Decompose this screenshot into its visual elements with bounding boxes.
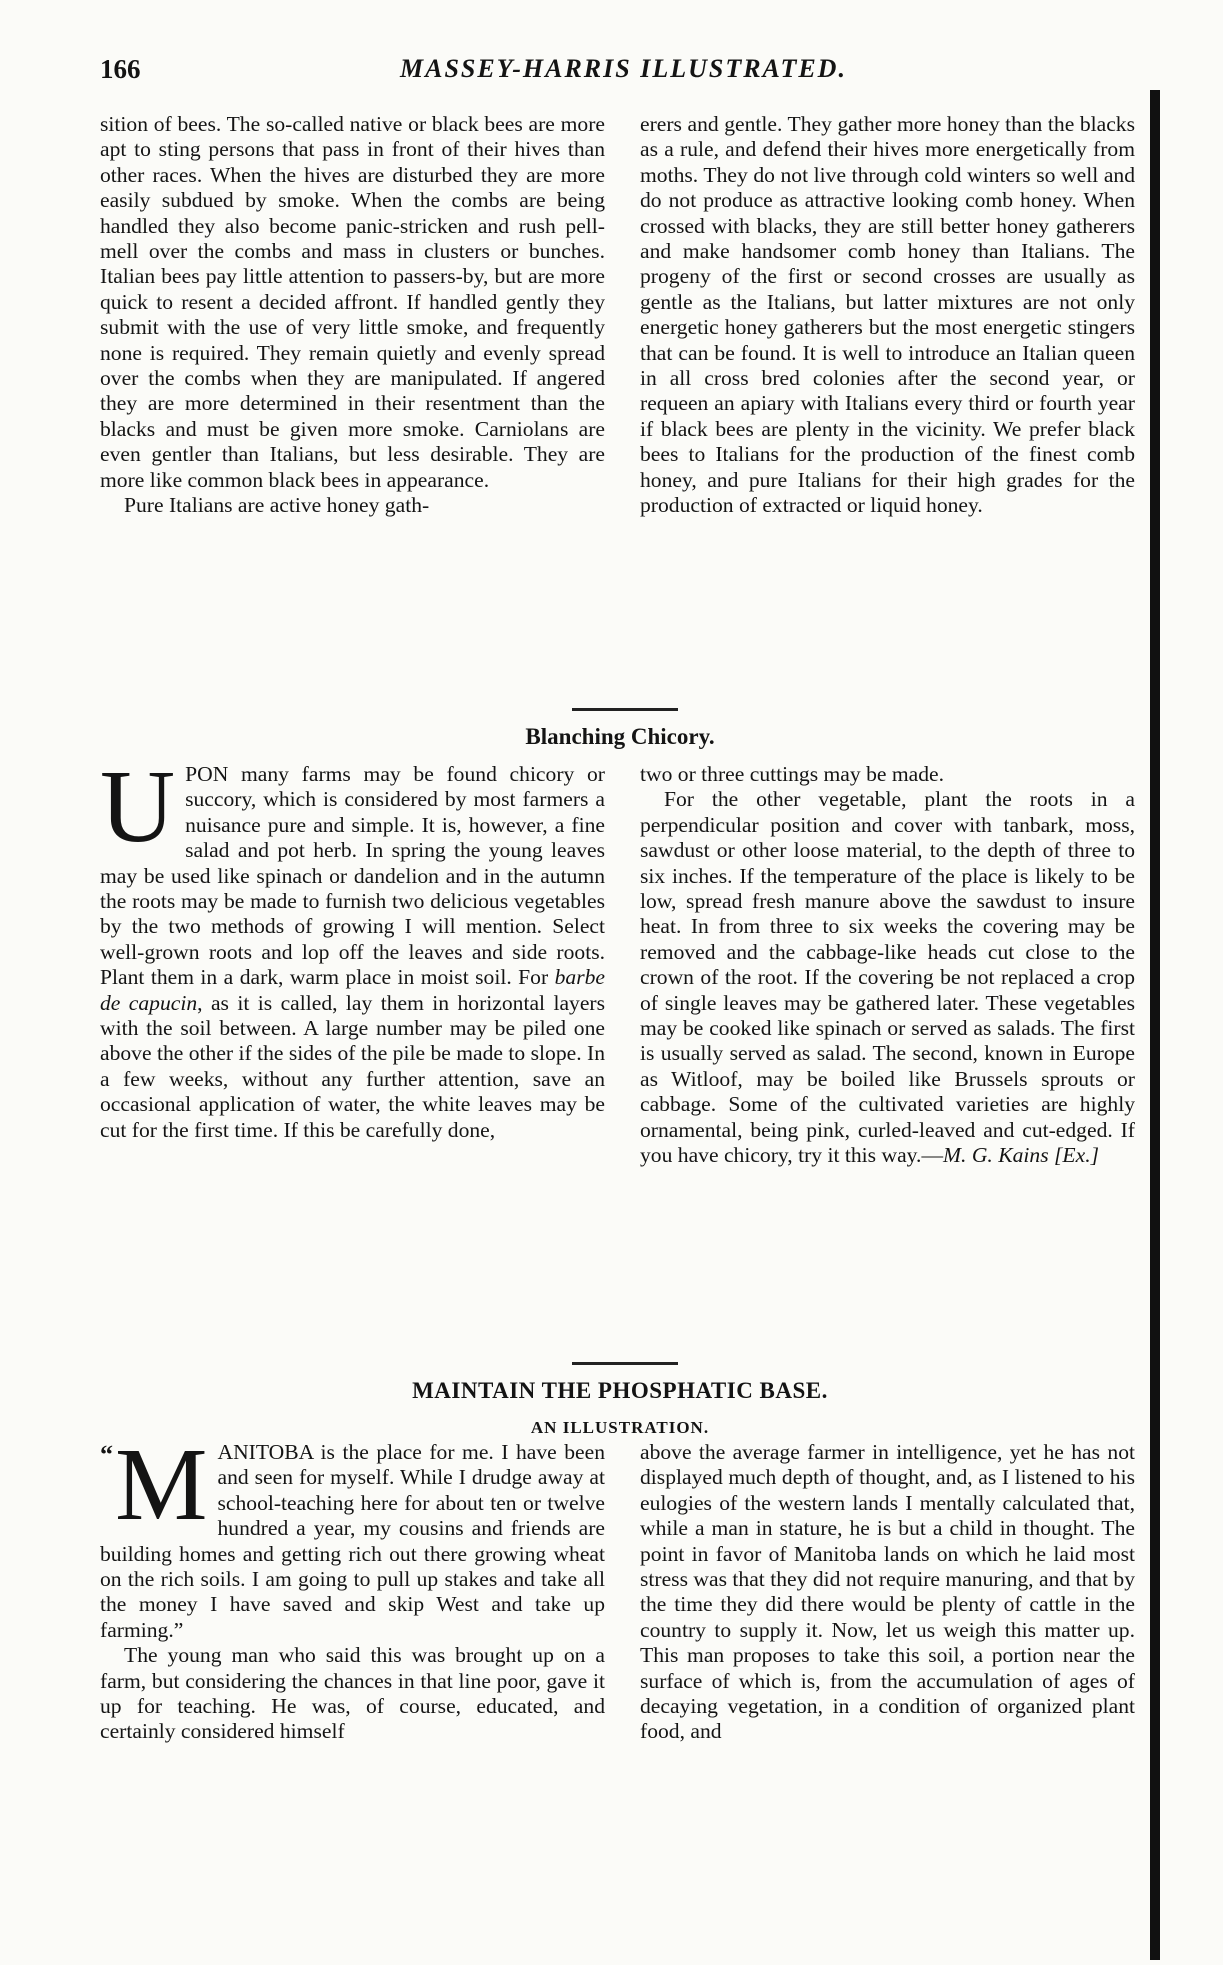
- chicory-text-start: PON many farms may be found chicory or succory, which is considered by most farmers a nuisance pure and simple. It is, however, a fine salad and pot herb. In spring the young leaves may be used like spinach or dandelion and in the autumn the roots may be made to furnish two delicious vegetables by the two methods of growing I will mention. Select well-grown roots and lop off the leaves and side roots. Plant them in a dark, warm place in moist soil. For: [100, 762, 605, 990]
- chicory-right-column: [640, 762, 1135, 1169]
- running-head: MASSEY-HARRIS ILLUSTRATED.: [400, 54, 847, 83]
- chicory-heading: Blanching Chicory.: [525, 724, 715, 749]
- opening-quote: “: [100, 1440, 113, 1469]
- chicory-text-rest: , as it is called, lay them in horizontal layers with the soil between. A large number may be piled one above the other if the sides of the pile be made to slope. In a few weeks, without any further attention, save an occasional application of water, the white leaves may be cut for the first time. If this be carefully done,: [100, 990, 606, 1142]
- chicory-italic-term: barbe de capucin: [100, 965, 605, 1015]
- bees-right-column: [640, 112, 1135, 519]
- chicory-paragraph-2: two or three cuttings may be made.: [640, 762, 945, 786]
- phosphatic-text-1: ANITOBA is the place for me. I have been and seen for myself. While I drudge away at school-teaching here for about ten or twelve hundred a year, my cousins and friends are building homes and getting rich out there growing wheat on the rich soils. I am going to pull up stakes and take all the money I have saved and skip West and take up farming.”: [100, 1440, 605, 1642]
- bees-left-column: [100, 112, 605, 519]
- section-divider-2: [572, 1362, 678, 1365]
- chicory-paragraph-3: [640, 787, 1135, 1168]
- chicory-paragraph-1: [100, 749, 606, 1143]
- page-header: [100, 50, 1140, 90]
- phosphatic-subheading: AN ILLUSTRATION.: [530, 1418, 710, 1437]
- bees-paragraph-1: sition of bees. The so-called native or black bees are more apt to sting persons that pass in front of their hives than other races. When the hives are disturbed they are more easily subdued by smoke. When the combs are being handled they also become panic-stricken and rush pell-mell over the combs and mass in clusters or bunches. Italian bees pay little attention to passers-by, but are more quick to resent a decided affront. If handled gently they submit with the use of very little smoke, and frequently none is required. They remain quietly and evenly spread over the combs when they are manipulated. If angered they are more determined in their resentment than the blacks and must be given more smoke. Carniolans are even gentler than Italians, but less desirable. They are more like common black bees in appearance.: [100, 112, 605, 492]
- phosphatic-heading: MAINTAIN THE PHOSPHATIC BASE.: [412, 1378, 828, 1403]
- section-divider-1: [572, 708, 678, 711]
- chicory-paragraph-3-text: For the other vegetable, plant the roots in a perpendicular position and cover with tanbark, moss, sawdust or other loose material, to the depth of three to six inches. If the temperature of the place is likely to be low, spread fresh manure above the sawdust to insure heat. In from three to six weeks the covering may be removed and the cabbage-like heads cut close to the crown of the root. If the covering be not replaced a crop of single leaves may be gathered later. These vegetables may be cooked like spinach or served as salads. The first is usually served as salad. The second, known in Europe as Witloof, may be boiled like Brussels sprouts or cabbage. Some of the cultivated varieties are highly ornamental, being pink, curled-leaved and cut-edged. If you have chicory, try it this way.—: [640, 787, 1135, 1168]
- bees-paragraph-2: Pure Italians are active honey gath-: [124, 493, 430, 518]
- bees-paragraph-3: erers and gentle. They gather more honey than the blacks as a rule, and defend their hives more energetically from moths. They do not live through cold winters so well and do not produce as attractive looking comb honey. When crossed with blacks, they are still better honey gatherers and make handsomer comb honey than Italians. The progeny of the first or second crosses are usually as gentle as the Italians, but latter mixtures are not only energetic honey gatherers but the most energetic stingers that can be found. It is well to introduce an Italian queen in all cross bred colonies after the second year, or requeen an apiary with Italians every third or fourth year if black bees are plenty in the vicinity. We prefer black bees to Italians for the production of the finest comb honey, and pure Italians for their high grades for the production of extracted or liquid honey.: [640, 112, 1135, 518]
- phosphatic-right-column: [640, 1440, 1135, 1745]
- chicory-left-column: [100, 749, 606, 1143]
- phosphatic-drop-cap: M: [115, 1427, 208, 1542]
- chicory-drop-cap: U: [100, 749, 176, 864]
- phosphatic-paragraph-1: [100, 1427, 605, 1643]
- page-edge-shadow: [1150, 90, 1160, 1960]
- phosphatic-left-column: [100, 1427, 605, 1745]
- page-number: 166: [100, 54, 141, 84]
- phosphatic-paragraph-2: The young man who said this was brought up on a farm, but considering the chances in that line poor, gave it up for teaching. He was, of course, educated, and certainly considered himself: [100, 1643, 605, 1744]
- chicory-signature: M. G. Kains [Ex.]: [943, 1143, 1100, 1168]
- phosphatic-paragraph-3: above the average farmer in intelligence, yet he has not displayed much depth of thought, and, as I listened to his eulogies of the western lands I mentally calculated that, while a man in stature, he is but a child in thought. The point in favor of Manitoba lands on which he laid most stress was that they did not require manuring, and that by the time they did there would be plenty of cattle in the country to supply it. Now, let us weigh this matter up. This man proposes to take this soil, a portion near the surface of which is, from the accumulation of ages of decaying vegetation, in a condition of organized plant food, and: [640, 1440, 1135, 1744]
